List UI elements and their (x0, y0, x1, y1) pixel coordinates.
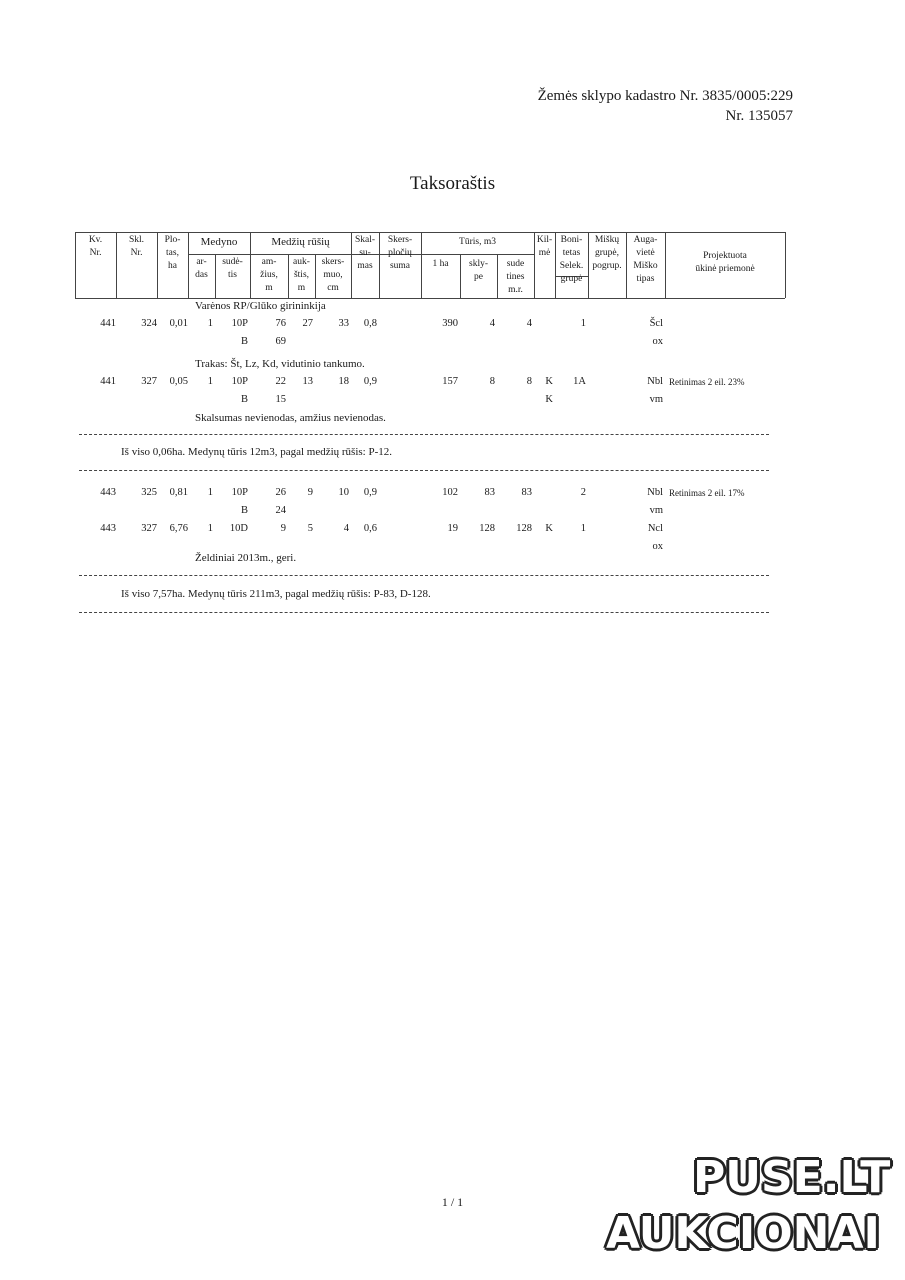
cell-skl: 327 (141, 376, 157, 387)
cell-sudetis: B (240, 394, 248, 405)
page-title: Taksoraštis (409, 173, 496, 194)
cell-turis-sklype: 83 (484, 487, 495, 498)
dashed-divider (79, 434, 769, 435)
hdr-skersmuo: skers- muo, cm (321, 257, 345, 293)
cell-aukstis: 13 (302, 376, 313, 387)
cell-turis-sudet: 4 (526, 318, 532, 329)
hdr-sudetis: sudė- tis (222, 257, 243, 280)
cell-plotas: 0,05 (169, 376, 188, 387)
subtotal-line: Iš viso 0,06ha. Medynų tūris 12m3, pagal medžių rūšis: P-12. (121, 446, 393, 458)
cell-sudetis: B (240, 336, 248, 347)
cell-aukstis: 5 (307, 523, 313, 534)
cell-augaviete: ox (652, 336, 663, 347)
cell-turis-ha: 157 (442, 376, 458, 387)
document-number: Nr. 135057 (725, 108, 793, 124)
forestry-name: Varėnos RP/Glūko girininkija (195, 300, 326, 312)
hdr-turis-sudet: sude tines m.r. (506, 259, 525, 295)
hdr-ardas: ar- das (195, 257, 208, 280)
cell-turis-ha: 390 (442, 318, 458, 329)
page-number: 1 / 1 (441, 1195, 464, 1209)
cell-ardas: 1 (207, 318, 213, 329)
cell-kilme: K (545, 394, 553, 405)
hdr-skalsumas: Skal- su- mas (354, 235, 376, 271)
cell-aukstis: 9 (307, 487, 313, 498)
cell-kv: 443 (100, 523, 116, 534)
hdr-skersplociu: Skers- pločių suma (387, 235, 413, 271)
table-top-border (75, 232, 785, 233)
cell-turis-sudet: 83 (521, 487, 532, 498)
cell-turis-ha: 19 (447, 523, 458, 534)
dashed-divider (79, 470, 769, 471)
cell-bonitetas: 2 (580, 487, 586, 498)
cell-skersmuo: 4 (343, 523, 349, 534)
cell-skersmuo: 18 (338, 376, 349, 387)
cell-ardas: 1 (207, 523, 213, 534)
cell-augaviete: Nbl (647, 487, 663, 498)
cell-kv: 441 (100, 318, 116, 329)
hdr-medyno: Medyno (200, 236, 238, 248)
col-divider (785, 232, 786, 298)
hdr-kv: Kv. Nr. (88, 235, 103, 258)
cell-turis-sudet: 8 (526, 376, 532, 387)
cell-skalsumas: 0,9 (363, 487, 377, 498)
cell-skersmuo: 10 (338, 487, 349, 498)
cell-amzius: 9 (280, 523, 286, 534)
hdr-turis-sklype: skly- pe (469, 259, 488, 282)
cell-amzius: 15 (275, 394, 286, 405)
hdr-aukstis: auk- štis, m (293, 257, 310, 293)
cadastre-number: Žemės sklypo kadastro Nr. 3835/0005:229 (537, 88, 793, 104)
cell-sudetis: 10D (229, 523, 248, 534)
hdr-medziu-rusiu: Medžių rūšių (271, 236, 330, 248)
watermark-line-1: PUSE.LT (693, 1152, 891, 1203)
stand-note: Skalsumas nevienodas, amžius nevienodas. (195, 412, 386, 424)
cell-turis-sudet: 128 (516, 523, 532, 534)
hdr-turis: Tūris, m3 (459, 237, 496, 247)
cell-skersmuo: 33 (338, 318, 349, 329)
hdr-projektuota: Projektuota ūkinė priemonė (695, 251, 755, 274)
cell-kv: 443 (100, 487, 116, 498)
cell-augaviete: Ncl (647, 523, 663, 534)
cell-priemone: Retinimas 2 eil. 17% (669, 488, 745, 498)
cell-bonitetas: 1 (580, 318, 586, 329)
hdr-turis-1ha: 1 ha (432, 259, 449, 269)
hdr-kilme: Kil- mė (536, 235, 553, 258)
hdr-skl: Skl. Nr. (128, 235, 145, 258)
cell-aukstis: 27 (302, 318, 313, 329)
cell-amzius: 76 (275, 318, 286, 329)
stand-note: Želdiniai 2013m., geri. (195, 552, 297, 564)
cell-skl: 324 (141, 318, 157, 329)
hdr-misku-grupe: Miškų grupė, pogrup. (592, 235, 622, 271)
cell-augaviete: Nbl (647, 376, 663, 387)
header-bottom-border (75, 298, 785, 299)
watermark-line-2: AUKCIONAI (606, 1208, 880, 1259)
cell-augaviete: ox (652, 541, 663, 552)
cell-plotas: 0,81 (169, 487, 188, 498)
cell-amzius: 22 (275, 376, 286, 387)
dashed-divider (79, 575, 769, 576)
cell-skalsumas: 0,9 (363, 376, 377, 387)
cell-turis-sklype: 128 (479, 523, 495, 534)
cell-kilme: K (545, 523, 553, 534)
hdr-bonitetas: Boni- tetas Selek. grupė (559, 235, 584, 284)
cell-amzius: 26 (275, 487, 286, 498)
inventory-table (75, 232, 785, 622)
cell-kilme: K (545, 376, 553, 387)
cell-bonitetas: 1A (573, 376, 586, 387)
cell-sudetis: B (240, 505, 248, 516)
cell-turis-sklype: 8 (489, 376, 495, 387)
cell-augaviete: vm (649, 505, 663, 516)
cell-augaviete: Šcl (649, 318, 663, 329)
subheader-line (421, 254, 534, 255)
cell-turis-sklype: 4 (489, 318, 495, 329)
cell-augaviete: vm (649, 394, 663, 405)
hdr-augaviete: Auga- vietė Miško tipas (633, 235, 658, 284)
total-line: Iš viso 7,57ha. Medynų tūris 211m3, pagal medžių rūšis: P-83, D-128. (121, 588, 431, 600)
cell-amzius: 24 (275, 505, 286, 516)
cell-sudetis: 10P (231, 376, 248, 387)
cell-turis-ha: 102 (442, 487, 458, 498)
cell-skalsumas: 0,6 (363, 523, 377, 534)
cell-ardas: 1 (207, 376, 213, 387)
cell-plotas: 0,01 (169, 318, 188, 329)
cell-priemone: Retinimas 2 eil. 23% (669, 377, 745, 387)
cell-amzius: 69 (275, 336, 286, 347)
dashed-divider (79, 612, 769, 613)
cell-plotas: 6,76 (169, 523, 188, 534)
stand-note: Trakas: Št, Lz, Kd, vidutinio tankumo. (195, 358, 365, 370)
cell-sudetis: 10P (231, 318, 248, 329)
cell-skl: 325 (141, 487, 157, 498)
cell-bonitetas: 1 (580, 523, 586, 534)
cell-sudetis: 10P (231, 487, 248, 498)
cell-skl: 327 (141, 523, 157, 534)
cell-ardas: 1 (207, 487, 213, 498)
hdr-amzius: am- žius, m (260, 257, 278, 293)
cell-skalsumas: 0,8 (363, 318, 377, 329)
hdr-plotas: Plo- tas, ha (164, 235, 181, 271)
cell-kv: 441 (100, 376, 116, 387)
